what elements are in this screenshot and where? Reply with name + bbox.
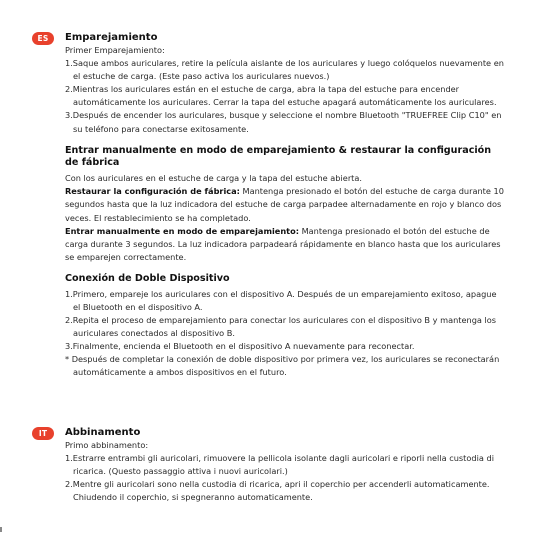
restore-paragraph <box>65 185 505 224</box>
restore-label: Restaurar la configuración de fábrica: <box>65 186 240 197</box>
list-item: 2.Mientras los auriculares están en el estuche de carga, abra la tapa del estuche para encender automáticamente los auriculares. Cerrar la tapa del estuche apagará automáticamente los auriculares. <box>65 84 497 108</box>
manual-mode-title: Entrar manualmente en modo de emparejamiento & restaurar la configuración de fábrica <box>65 144 492 169</box>
list-item: 3.Después de encender los auriculares, busque y seleccione el nombre Bluetooth "TRUEFREE Clip C10" en su teléfono para conectarse exitosamente. <box>65 110 502 134</box>
list-item: 1.Estrarre entrambi gli auricolari, rimuovere la pellicola isolante dagli auricolari e riporli nella custodia di ricarica. (Questo passaggio attiva i nuovi auricolari.) <box>65 453 494 477</box>
section-es <box>65 31 505 379</box>
section-title-it: Abbinamento <box>65 427 141 438</box>
intro-it: Primo abbinamento: <box>65 440 149 450</box>
section-title-es: Emparejamiento <box>65 32 158 43</box>
language-badge-it: IT <box>32 427 54 440</box>
list-item: 1.Saque ambos auriculares, retire la película aislante de los auriculares y luego colóquelos nuevamente en el estuche de carga. (Este paso activa los auriculares nuevos.) <box>65 58 504 82</box>
intro-es: Primer Emparejamiento: <box>65 45 165 55</box>
page-edge-mark <box>0 527 2 532</box>
pairing-label: Entrar manualmente en modo de emparejamiento: <box>65 225 299 236</box>
pairing-text: Mantenga presionado el botón del estuche de carga durante 3 segundos. La luz indicadora parpadeará rápidamente en blanco hasta que los auriculares se emparejen correctamente. <box>65 225 501 262</box>
list-item: 3.Finalmente, encienda el Bluetooth en el dispositivo A nuevamente para reconectar. <box>65 341 415 352</box>
list-item: * Después de completar la conexión de doble dispositivo por primera vez, los auriculares se reconectarán automáticamente a ambos dispositivos en el futuro. <box>65 354 500 378</box>
manual-mode-intro: Con los auriculares en el estuche de carga y la tapa del estuche abierta. <box>65 173 363 184</box>
language-badge-es: ES <box>32 32 54 45</box>
restore-text: Mantenga presionado el botón del estuche de carga durante 10 segundos hasta que la luz indicadora del estuche de carga parpadee alternadamente en rojo y blanco dos veces. El restablecimiento se ha completado. <box>65 186 504 223</box>
list-item: 2.Mentre gli auricolari sono nella custodia di ricarica, apri il coperchio per accenderli automaticamente. Chiudendo il coperchio, si spegneranno automaticamente. <box>65 479 490 503</box>
list-item: 2.Repita el proceso de emparejamiento para conectar los auriculares con el dispositivo B y mantenga los auriculares conectados al dispositivo B. <box>65 314 497 338</box>
dual-device-title: Conexión de Doble Dispositivo <box>65 272 230 284</box>
list-item: 1.Primero, empareje los auriculares con el dispositivo A. Después de un emparejamiento exitoso, apague el Bluetooth en el dispositivo A. <box>65 288 497 312</box>
pairing-paragraph <box>65 225 505 264</box>
section-it <box>65 426 505 504</box>
